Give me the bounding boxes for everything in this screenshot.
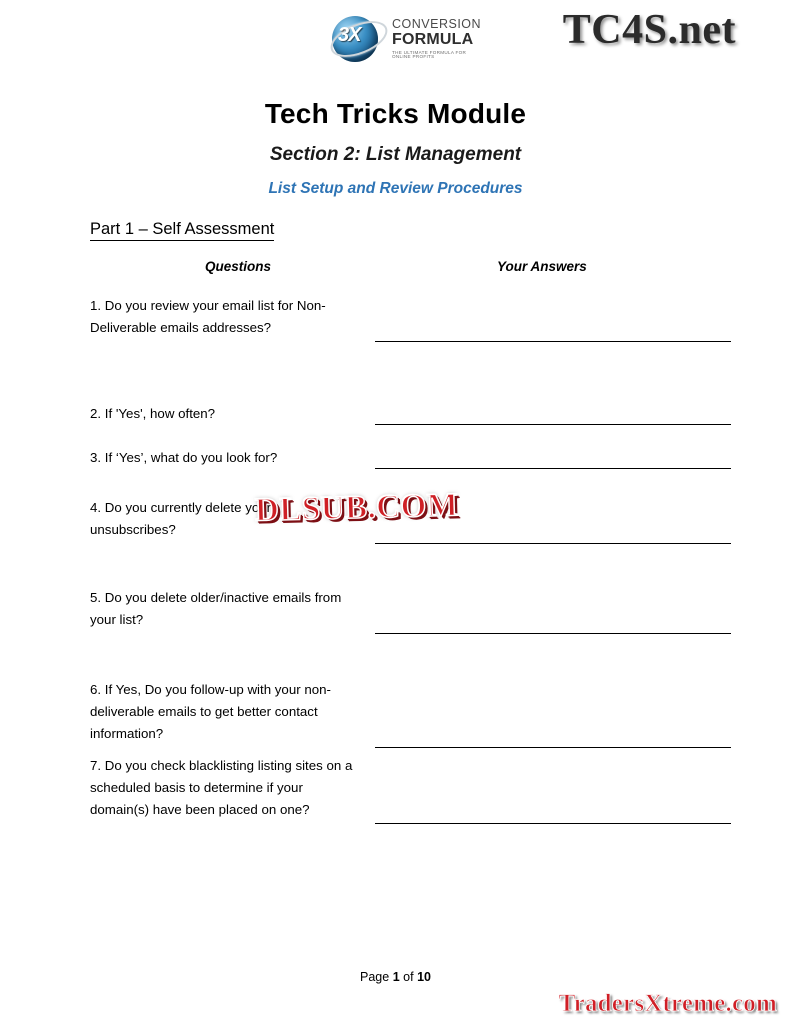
answer-line[interactable]	[375, 823, 731, 824]
column-headers	[60, 259, 731, 279]
question-text: 4. Do you currently delete your unsubscribes?	[90, 500, 272, 538]
logo-mark-text: 3X	[338, 24, 361, 46]
part-heading-wrap	[60, 198, 731, 241]
footer-page-number: 1	[392, 970, 400, 984]
logo-sphere-icon	[330, 12, 388, 66]
assessment-table	[60, 295, 731, 823]
question-text: 7. Do you check blacklisting listing sites on a scheduled basis to determine if your domain(s) have been placed on one?	[90, 758, 353, 818]
page-subsubtitle: List Setup and Review Procedures	[268, 180, 523, 197]
footer-page-label: Page	[360, 970, 390, 984]
table-row	[60, 587, 731, 633]
question-text: 5. Do you delete older/inactive emails from your list?	[90, 590, 342, 628]
page-subtitle: Section 2: List Management	[269, 144, 522, 165]
watermark-tradersxtreme: TradersXtreme.com	[558, 990, 777, 1017]
table-row	[60, 497, 731, 543]
table-row	[60, 755, 731, 823]
logo-line-2: FORMULA	[392, 30, 474, 48]
logo-tagline: THE ULTIMATE FORMULA FOR ONLINE PROFITS	[392, 49, 467, 60]
page-footer	[0, 970, 791, 984]
conversion-formula-logo	[330, 8, 480, 70]
page-title: Tech Tricks Module	[264, 98, 527, 129]
question-text: 3. If ‘Yes’, what do you look for?	[90, 450, 278, 466]
question-text: 1. Do you review your email list for Non-Deliverable emails addresses?	[90, 298, 326, 336]
answer-cell[interactable]	[368, 679, 731, 747]
table-row	[60, 447, 731, 469]
answer-cell[interactable]	[368, 447, 731, 469]
answer-cell[interactable]	[368, 497, 731, 543]
logo-line-1: CONVERSION	[392, 17, 482, 32]
column-header-answers: Your Answers	[497, 259, 587, 274]
footer-page-total: 10	[417, 970, 431, 984]
question-text: 2. If 'Yes', how often?	[90, 406, 216, 421]
site-brand: TC4S.net	[562, 7, 736, 53]
answer-cell[interactable]	[368, 403, 731, 425]
table-row	[60, 295, 731, 341]
column-header-questions: Questions	[205, 259, 272, 274]
answer-line[interactable]	[375, 747, 731, 748]
table-row	[60, 679, 731, 747]
answer-line[interactable]	[375, 424, 731, 425]
watermark-dlsub: DLSUB.COM	[254, 487, 459, 529]
answer-cell[interactable]	[368, 755, 731, 823]
footer-of-label: of	[403, 970, 414, 984]
logo-wordmark	[392, 18, 481, 60]
table-row	[60, 403, 731, 425]
answer-line[interactable]	[375, 468, 731, 469]
answer-cell[interactable]	[368, 295, 731, 341]
answer-line[interactable]	[375, 543, 731, 544]
answer-line[interactable]	[375, 341, 731, 342]
page-header	[60, 0, 736, 82]
part-heading: Part 1 – Self Assessment	[90, 220, 274, 241]
answer-cell[interactable]	[368, 587, 731, 633]
answer-line[interactable]	[375, 633, 731, 634]
question-text: 6. If Yes, Do you follow-up with your non-deliverable emails to get better contact information?	[90, 682, 331, 742]
